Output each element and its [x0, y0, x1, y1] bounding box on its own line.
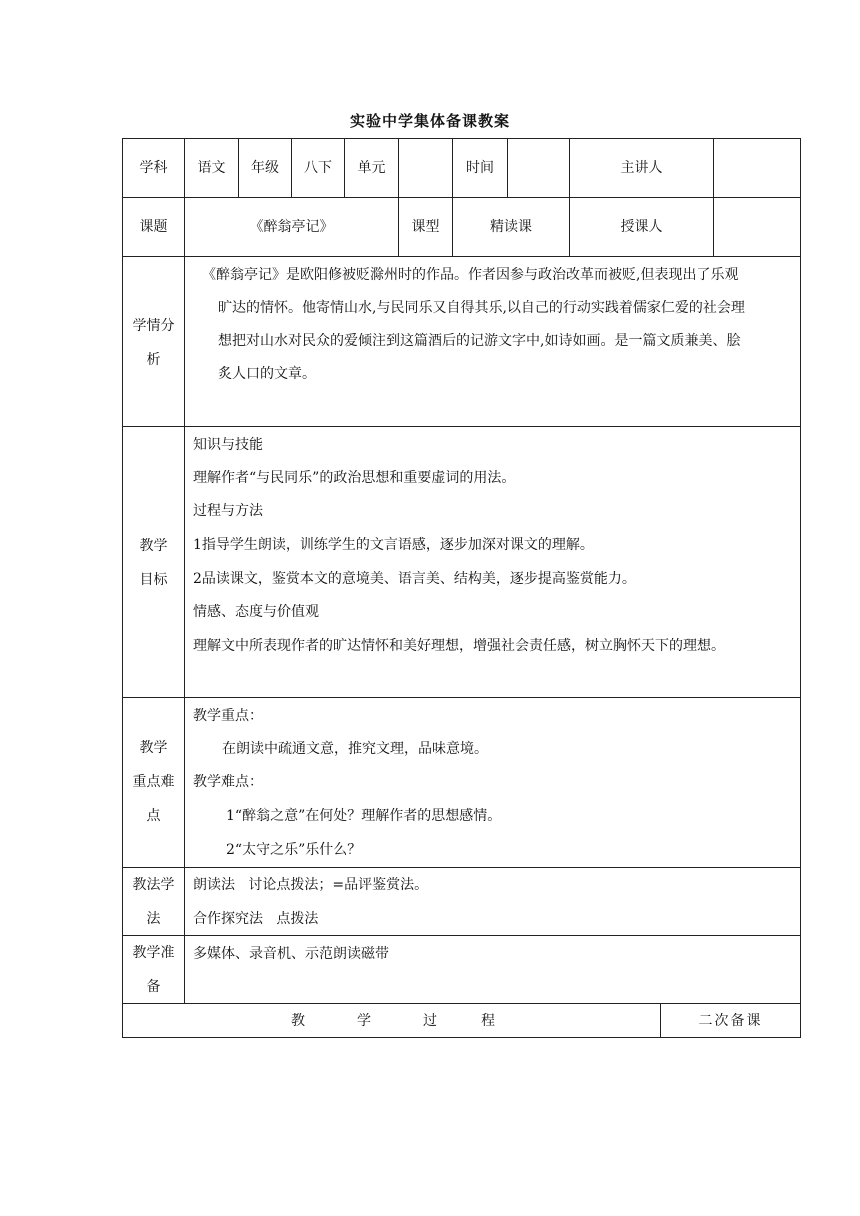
type-label: 课型 — [411, 219, 440, 235]
preparation-line-1: 多媒体、录音机、示范朗读磁带 — [193, 946, 389, 962]
document-title: 实验中学集体备课教案 — [349, 112, 510, 130]
methods-line-2: 合作探究法 点拨法 — [193, 911, 319, 927]
analysis-line-3: 想把对山水对民众的爱倾注到这篇酒后的记游文字中,如诗如画。是一篇文质兼美、脍 — [218, 333, 741, 349]
preparation-label: 教学准 备 — [132, 945, 175, 995]
analysis-label: 学情分 析 — [132, 318, 175, 368]
unit-value — [399, 139, 452, 197]
goals-line-5: 2品读课文，鉴赏本文的意境美、语言美、结构美，逐步提高鉴赏能力。 — [193, 571, 636, 587]
methods-line-1: 朗读法 讨论点拨法；=品评鉴赏法。 — [193, 877, 429, 893]
key-points-line-4: 1“醉翁之意”在何处？理解作者的思想感情。 — [226, 808, 502, 824]
teacher-label: 授课人 — [620, 219, 663, 235]
goals-line-6: 情感、态度与价值观 — [193, 604, 319, 620]
goals-line-3: 过程与方法 — [193, 503, 263, 519]
analysis-line-4: 炙人口的文章。 — [218, 366, 316, 382]
time-value — [508, 139, 569, 197]
time-label: 时间 — [466, 160, 494, 176]
key-points-line-2: 在朗读中疏通文意，推究文理，品味意境。 — [222, 741, 488, 757]
key-points-line-5: 2“太守之乐”乐什么？ — [226, 842, 362, 858]
speaker-value — [714, 139, 800, 197]
topic-label: 课题 — [139, 219, 168, 235]
type-value: 精读课 — [490, 219, 532, 235]
second-prep-label: 二次备课 — [698, 1012, 763, 1029]
process-label: 教 学 过 程 — [291, 1013, 495, 1029]
goals-line-2: 理解作者“与民同乐”的政治思想和重要虚词的用法。 — [193, 470, 516, 486]
goals-label: 教学 目标 — [139, 538, 168, 588]
speaker-label: 主讲人 — [620, 160, 663, 176]
goals-line-4: 1指导学生朗读，训练学生的文言语感，逐步加深对课文的理解。 — [193, 537, 594, 553]
grade-label: 年级 — [251, 160, 279, 176]
key-points-label: 教学 重点难 点 — [132, 740, 175, 824]
analysis-line-2: 旷达的情怀。他寄情山水,与民同乐又自得其乐,以自己的行动实践着儒家仁爱的社会理 — [218, 300, 745, 316]
topic-value: 《醉翁亭记》 — [249, 219, 334, 235]
teacher-value — [714, 198, 800, 256]
analysis-line-1: 《醉翁亭记》是欧阳修被贬滁州时的作品。作者因参与政治改革而被贬,但表现出了乐观 — [202, 267, 739, 283]
key-points-line-3: 教学难点： — [193, 774, 263, 790]
subject-value: 语文 — [197, 160, 226, 176]
goals-line-7: 理解文中所表现作者的旷达情怀和美好理想，增强社会责任感，树立胸怀天下的理想。 — [193, 638, 725, 654]
goals-line-1: 知识与技能 — [193, 437, 263, 453]
key-points-line-1: 教学重点： — [193, 708, 263, 724]
methods-label: 教法学 法 — [132, 877, 175, 927]
grade-value: 八下 — [304, 160, 332, 176]
subject-label: 学科 — [139, 160, 168, 176]
unit-label: 单元 — [357, 160, 386, 176]
